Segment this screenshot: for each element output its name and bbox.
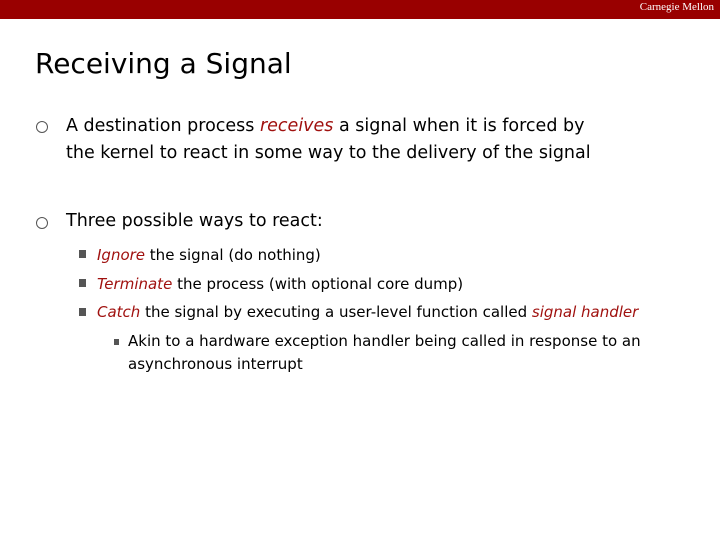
header-bar — [0, 0, 720, 19]
bullet-1-line-2: the kernel to react in some way to the delivery of the signal — [66, 143, 591, 163]
sub-bullet-ignore: Ignore the signal (do nothing) — [97, 246, 321, 264]
bullet-1-line-1: A destination process receives a signal when it is forced by — [66, 116, 585, 136]
small-square-bullet-icon — [114, 339, 119, 345]
emphasis-receives: receives — [259, 116, 334, 136]
bullet-1-text — [66, 113, 591, 167]
square-bullet-icon — [79, 279, 86, 287]
bullet-2-text: Three possible ways to react: — [66, 211, 323, 231]
sub-sub-bullet-akin: Akin to a hardware exception handler being called in response to an asynchronous interrupt — [128, 332, 641, 373]
square-bullet-icon — [79, 308, 86, 316]
bullet-circle-icon — [36, 217, 48, 229]
sub-bullet-catch: Catch the signal by executing a user-level function called signal handler — [97, 303, 639, 321]
sub-bullet-terminate: Terminate the process (with optional core dump) — [97, 275, 464, 293]
slide-title: Receiving a Signal — [35, 47, 292, 80]
bullet-circle-icon — [36, 121, 48, 133]
brand-text: Carnegie Mellon — [639, 1, 714, 13]
square-bullet-icon — [79, 250, 86, 258]
